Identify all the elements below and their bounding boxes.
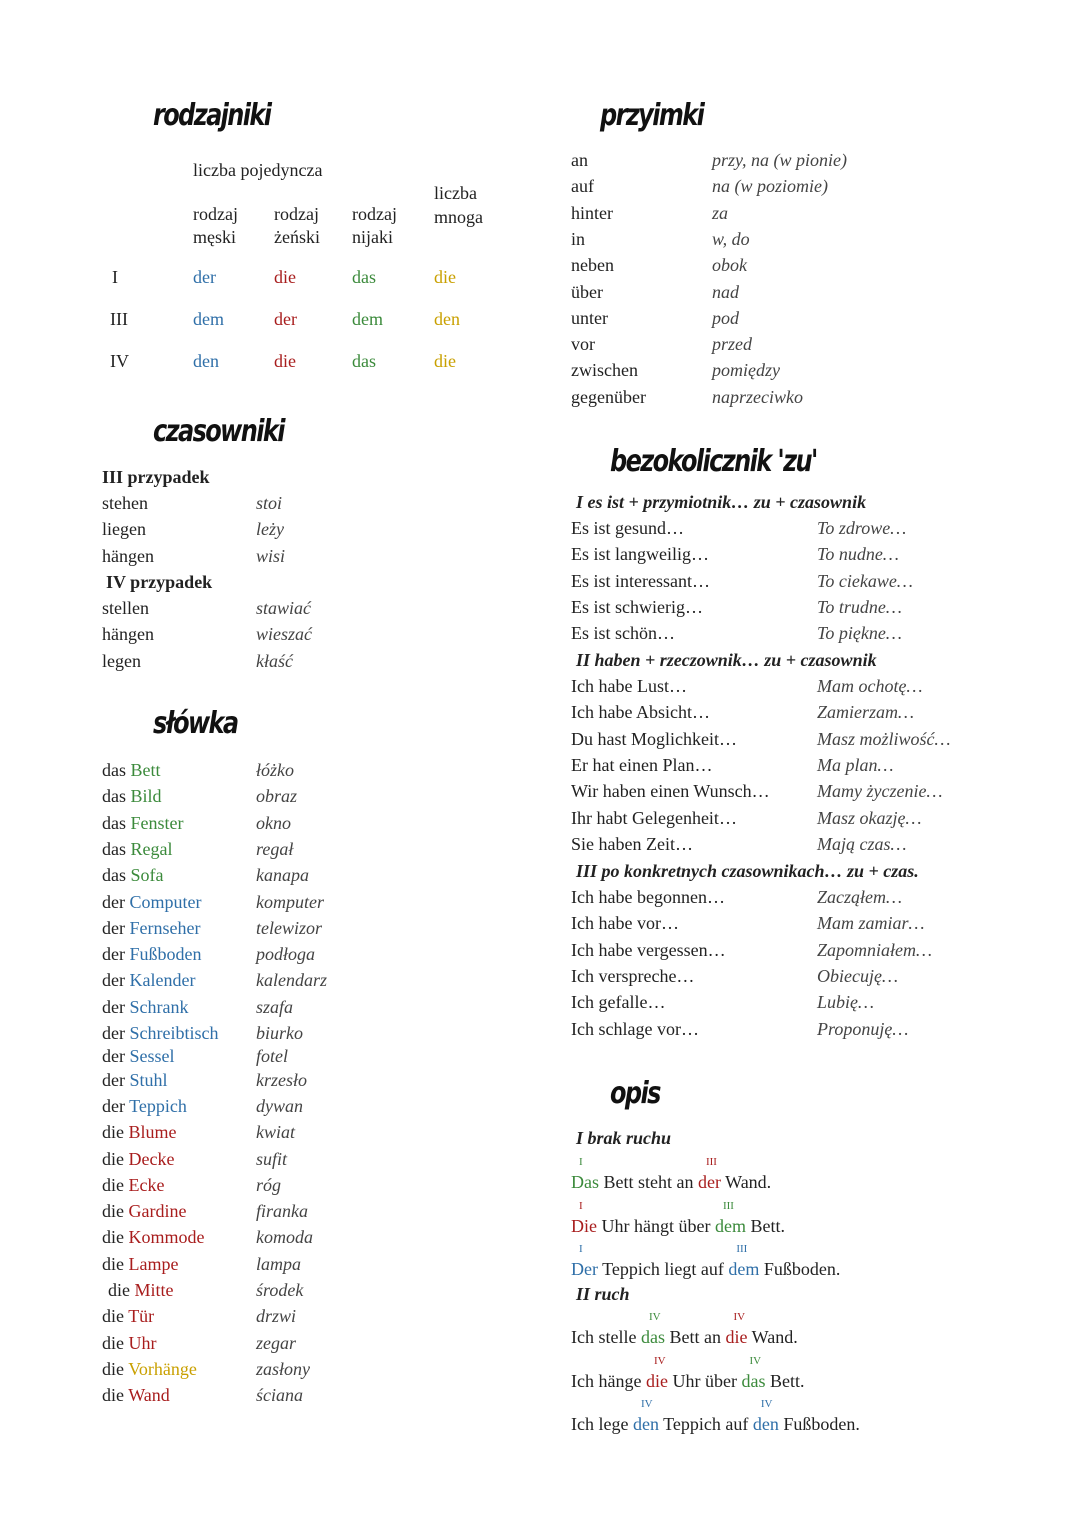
sentence-text: Uhr über xyxy=(667,1370,742,1391)
list-item-pl: Mam zamiar… xyxy=(817,913,925,934)
list-item-pl: To nudne… xyxy=(817,544,899,565)
vocab-item xyxy=(102,892,201,913)
vocab-article: die xyxy=(102,1174,124,1195)
case-marker: I xyxy=(579,1199,583,1212)
case-marker: III xyxy=(722,1199,734,1212)
list-item-pl: To ciekawe… xyxy=(817,570,913,591)
vocab-translation: szafa xyxy=(256,996,294,1017)
case-marker: I xyxy=(579,1156,583,1168)
sentence-text: Bett steht an xyxy=(599,1172,698,1192)
vocab-translation: kwiat xyxy=(256,1122,295,1143)
section-title-articles: rodzajniki xyxy=(153,98,271,133)
vocab-item xyxy=(102,970,195,991)
list-item-pl: Zacząłem… xyxy=(817,887,902,907)
list-item-de: gegenüber xyxy=(571,386,646,407)
list-item-pl: To piękne… xyxy=(817,623,902,644)
example-sentence xyxy=(571,1311,798,1348)
vocab-word: Stuhl xyxy=(129,1069,168,1090)
vocab-translation: róg xyxy=(256,1174,282,1195)
sentence-article: die IV xyxy=(645,1354,668,1391)
vocab-word: Wand xyxy=(128,1385,170,1406)
list-item-pl: obok xyxy=(712,255,747,276)
list-item-de: Wir haben einen Wunsch… xyxy=(571,781,770,802)
article-cell: die xyxy=(274,351,296,371)
sentence-text: Teppich liegt auf xyxy=(597,1259,729,1279)
vocab-translation: kalendarz xyxy=(256,970,327,991)
list-item-de: Sie haben Zeit… xyxy=(571,833,693,854)
example-sentence xyxy=(571,1398,860,1435)
vocab-article: die xyxy=(102,1306,124,1327)
vocab-translation: środek xyxy=(256,1280,304,1300)
vocab-translation: kanapa xyxy=(256,865,309,886)
list-item-de: Er hat einen Plan… xyxy=(571,754,713,775)
vocab-word: Schrank xyxy=(129,996,189,1017)
vocab-item xyxy=(102,1306,154,1327)
vocab-article: das xyxy=(102,812,126,833)
vocab-article: die xyxy=(102,1332,124,1353)
list-item-de: hängen xyxy=(102,624,154,645)
vocab-word: Schreibtisch xyxy=(129,1023,219,1043)
vocab-item xyxy=(102,1046,174,1067)
vocab-translation: regał xyxy=(256,838,294,859)
vocab-article: die xyxy=(102,1385,124,1406)
list-item-de: neben xyxy=(571,255,614,276)
list-item-pl: naprzeciwko xyxy=(712,386,803,407)
list-item-pl: Masz możliwość… xyxy=(817,728,951,749)
vocab-item xyxy=(102,1227,205,1248)
vocab-translation: podłoga xyxy=(256,944,316,965)
sentence-article: den IV xyxy=(752,1398,779,1434)
case-label: IV xyxy=(110,351,129,371)
vocab-article: der xyxy=(102,970,125,991)
vocab-item xyxy=(102,1201,186,1222)
sentence-article: das IV xyxy=(741,1354,766,1391)
vocab-word: Sofa xyxy=(130,865,164,886)
vocab-article: das xyxy=(102,838,126,859)
case-marker: IV xyxy=(648,1311,661,1323)
sentence-text: Bett. xyxy=(765,1370,805,1391)
zu-group3-label: III po konkretnych czasownikach… zu + czas. xyxy=(576,861,919,881)
vocab-translation: biurko xyxy=(256,1023,303,1043)
vocab-article: die xyxy=(102,1227,124,1248)
vocab-word: Bett xyxy=(130,760,161,780)
list-item-pl: przed xyxy=(712,334,752,355)
sentence-text: Wand. xyxy=(747,1327,798,1347)
list-item-pl: Ma plan… xyxy=(817,754,894,775)
list-item-de: stellen xyxy=(102,598,149,618)
list-item-pl: Masz okazję… xyxy=(817,807,922,828)
vocab-article: das xyxy=(102,786,126,807)
vocab-word: Ecke xyxy=(128,1174,165,1195)
vocab-item xyxy=(102,1175,164,1196)
list-item-de: Ich habe vor… xyxy=(571,913,679,934)
sentence-text: Bett. xyxy=(745,1215,785,1236)
vocab-article: der xyxy=(102,1046,125,1067)
article-cell: dem xyxy=(352,309,383,329)
vocab-article: der xyxy=(102,996,125,1017)
vocab-article: der xyxy=(102,917,125,938)
sentence-article: dem III xyxy=(728,1243,760,1279)
vocab-word: Regal xyxy=(130,838,173,859)
example-sentence xyxy=(571,1354,805,1392)
vocab-item xyxy=(102,997,188,1018)
case4-label: IV przypadek xyxy=(106,572,213,592)
col-masculine: rodzaj męski xyxy=(193,204,238,247)
sentence-article: den IV xyxy=(632,1398,659,1434)
opis-s1-label: I brak ruchu xyxy=(576,1128,672,1148)
vocab-word: Uhr xyxy=(128,1332,157,1353)
article-cell: der xyxy=(193,267,216,287)
vocab-word: Blume xyxy=(128,1122,177,1143)
vocab-translation: zegar xyxy=(256,1332,296,1353)
sentence-text: Ich stelle xyxy=(571,1327,641,1347)
case-marker: III xyxy=(736,1243,748,1255)
vocab-word: Tür xyxy=(128,1306,155,1327)
vocab-word: Vorhänge xyxy=(128,1358,197,1379)
vocab-item xyxy=(102,865,164,886)
vocab-item xyxy=(102,1070,168,1091)
sentence-article: das IV xyxy=(640,1311,665,1347)
list-item-de: Es ist langweilig… xyxy=(571,544,709,565)
list-item-pl: na (w poziomie) xyxy=(712,176,828,197)
zu-group1-label: I es ist + przymiotnik… zu + czasownik xyxy=(576,492,867,512)
vocab-article: die xyxy=(102,1201,124,1222)
list-item-de: hinter xyxy=(571,202,613,223)
vocab-item xyxy=(102,760,161,781)
vocab-word: Decke xyxy=(128,1148,175,1169)
list-item-de: vor xyxy=(571,334,595,355)
col-neuter: rodzaj nijaki xyxy=(352,204,397,247)
list-item-de: hängen xyxy=(102,545,154,566)
list-item-pl: Proponuję… xyxy=(817,1018,909,1039)
opis-s2-label: II ruch xyxy=(576,1284,630,1304)
vocab-item xyxy=(102,1254,178,1275)
list-item-de: auf xyxy=(571,176,594,197)
case3-label: III przypadek xyxy=(102,467,210,487)
sentence-article: Das I xyxy=(571,1156,599,1192)
vocab-article: die xyxy=(102,1253,124,1274)
list-item-de: Es ist schwierig… xyxy=(571,596,703,617)
list-item-pl: za xyxy=(712,202,729,223)
singular-label: liczba pojedyncza xyxy=(193,160,323,180)
sentence-text: Fußboden. xyxy=(759,1259,841,1279)
example-sentence xyxy=(571,1243,841,1280)
list-item-pl: stawiać xyxy=(256,598,312,618)
vocab-article: das xyxy=(102,760,126,780)
list-item-de: Es ist interessant… xyxy=(571,570,710,591)
article-cell: die xyxy=(434,267,456,287)
zu-group2-label: II haben + rzeczownik… zu + czasownik xyxy=(576,650,877,670)
vocab-word: Computer xyxy=(129,891,202,912)
list-item-de: Ich verspreche… xyxy=(571,965,695,986)
list-item-de: Du hast Moglichkeit… xyxy=(571,728,737,749)
vocab-article: der xyxy=(102,891,125,912)
example-sentence xyxy=(571,1199,785,1237)
list-item-de: Ich gefalle… xyxy=(571,992,666,1013)
sentence-article: Die I xyxy=(571,1199,597,1236)
vocab-word: Lampe xyxy=(128,1253,179,1274)
vocab-translation: sufit xyxy=(256,1148,288,1169)
vocab-translation: łóżko xyxy=(256,760,294,780)
case-label: I xyxy=(112,267,118,287)
section-title-vocab: słówka xyxy=(153,706,238,741)
vocab-item xyxy=(102,1359,197,1380)
list-item-pl: To zdrowe… xyxy=(817,518,907,538)
vocab-word: Kalender xyxy=(129,970,196,991)
sentence-article: die IV xyxy=(725,1311,748,1347)
sentence-text: Uhr hängt über xyxy=(597,1215,715,1236)
list-item-pl: Lubię… xyxy=(817,992,875,1013)
vocab-translation: ściana xyxy=(256,1385,303,1406)
sentence-text: Bett an xyxy=(664,1327,726,1347)
vocab-translation: drzwi xyxy=(256,1306,297,1327)
list-item-pl: w, do xyxy=(712,228,750,249)
sentence-text: Wand. xyxy=(720,1172,772,1192)
list-item-pl: Mamy życzenie… xyxy=(817,781,943,802)
vocab-article: der xyxy=(102,1069,125,1090)
vocab-translation: dywan xyxy=(256,1095,303,1116)
list-item-pl: Zamierzam… xyxy=(817,702,915,723)
list-item-de: über xyxy=(571,281,603,302)
list-item-de: stehen xyxy=(102,493,148,513)
list-item-pl: kłaść xyxy=(256,650,293,671)
article-cell: den xyxy=(434,309,460,329)
sentence-text: Ich lege xyxy=(571,1414,633,1434)
case-marker: IV xyxy=(733,1311,746,1323)
vocab-item xyxy=(108,1280,174,1301)
list-item-pl: Zapomniałem… xyxy=(817,939,933,960)
vocab-article: die xyxy=(108,1280,130,1300)
sentence-text: Teppich auf xyxy=(658,1414,753,1434)
article-cell: das xyxy=(352,351,376,371)
case-marker: I xyxy=(579,1243,583,1255)
list-item-pl: wieszać xyxy=(256,624,312,645)
vocab-article: die xyxy=(102,1358,124,1379)
vocab-word: Fenster xyxy=(130,812,184,833)
list-item-de: Ich habe Absicht… xyxy=(571,702,710,723)
list-item-de: liegen xyxy=(102,519,146,540)
vocab-item xyxy=(102,1149,174,1170)
vocab-article: der xyxy=(102,1095,125,1116)
list-item-de: zwischen xyxy=(571,360,638,381)
vocab-article: das xyxy=(102,865,126,886)
list-item-pl: przy, na (w pionie) xyxy=(712,150,847,170)
sentence-article: der III xyxy=(697,1156,721,1192)
case-marker: IV xyxy=(760,1398,773,1410)
vocab-word: Mitte xyxy=(134,1280,174,1300)
article-cell: den xyxy=(193,351,219,371)
article-cell: das xyxy=(352,267,376,287)
col-feminine: rodzaj żeński xyxy=(274,204,320,247)
list-item-de: Ich habe vergessen… xyxy=(571,939,726,960)
vocab-word: Teppich xyxy=(129,1095,187,1116)
vocab-item xyxy=(102,786,162,807)
list-item-de: legen xyxy=(102,650,141,671)
case-marker: IV xyxy=(749,1354,762,1367)
list-item-de: Ihr habt Gelegenheit… xyxy=(571,807,737,828)
vocab-translation: okno xyxy=(256,812,291,833)
article-cell: dem xyxy=(193,309,224,329)
vocab-item xyxy=(102,1385,170,1406)
vocab-word: Kommode xyxy=(128,1227,205,1248)
list-item-pl: stoi xyxy=(256,493,283,513)
vocab-item xyxy=(102,1122,177,1143)
list-item-pl: leży xyxy=(256,519,284,540)
vocab-item xyxy=(102,839,173,860)
case-marker: IV xyxy=(640,1398,653,1410)
vocab-item xyxy=(102,918,200,939)
vocab-translation: fotel xyxy=(256,1046,288,1067)
list-item-de: Es ist gesund… xyxy=(571,518,685,538)
vocab-article: der xyxy=(102,944,125,965)
example-sentence xyxy=(571,1156,772,1193)
article-cell: die xyxy=(434,351,456,371)
plural-label: liczba mnoga xyxy=(434,183,483,227)
vocab-article: die xyxy=(102,1122,124,1143)
vocab-word: Sessel xyxy=(129,1046,175,1067)
vocab-translation: firanka xyxy=(256,1201,308,1222)
case-marker: III xyxy=(705,1156,717,1168)
vocab-word: Fernseher xyxy=(129,917,201,938)
list-item-pl: pomiędzy xyxy=(712,360,780,381)
sentence-text: Ich hänge xyxy=(571,1370,646,1391)
list-item-de: unter xyxy=(571,307,608,328)
vocab-article: die xyxy=(102,1148,124,1169)
section-title-prepositions: przyimki xyxy=(600,98,704,133)
vocab-article: der xyxy=(102,1023,125,1043)
case-marker: IV xyxy=(653,1354,666,1367)
article-cell: der xyxy=(274,309,297,329)
list-item-de: in xyxy=(571,228,586,249)
list-item-pl: Obiecuję… xyxy=(817,965,898,986)
vocab-item xyxy=(102,813,184,834)
vocab-item xyxy=(102,1333,157,1354)
list-item-pl: Mam ochotę… xyxy=(817,676,923,696)
sentence-text: Fußboden. xyxy=(778,1414,860,1434)
vocab-translation: telewizor xyxy=(256,917,322,938)
article-cell: die xyxy=(274,267,296,287)
sentence-article: Der I xyxy=(571,1243,598,1279)
vocab-item xyxy=(102,944,201,965)
list-item-pl: To trudne… xyxy=(817,596,902,617)
section-title-opis: opis xyxy=(610,1076,660,1111)
vocab-translation: obraz xyxy=(256,786,298,807)
case-label: III xyxy=(110,309,128,329)
section-title-zu: bezokolicznik 'zu' xyxy=(610,444,817,479)
list-item-de: Ich habe begonnen… xyxy=(571,887,725,907)
list-item-pl: Mają czas… xyxy=(817,833,907,854)
list-item-pl: pod xyxy=(712,307,739,328)
list-item-de: an xyxy=(571,150,588,170)
vocab-word: Gardine xyxy=(128,1201,187,1222)
sentence-article: dem III xyxy=(714,1199,746,1236)
list-item-de: Es ist schön… xyxy=(571,623,676,644)
vocab-translation: zasłony xyxy=(256,1358,310,1379)
vocab-translation: komputer xyxy=(256,891,324,912)
vocab-translation: krzesło xyxy=(256,1069,307,1090)
vocab-item xyxy=(102,1096,187,1117)
list-item-pl: nad xyxy=(712,281,739,302)
list-item-pl: wisi xyxy=(256,545,286,566)
vocab-word: Bild xyxy=(130,786,162,807)
vocab-item xyxy=(102,1023,218,1044)
vocab-translation: lampa xyxy=(256,1253,301,1274)
section-title-verbs: czasowniki xyxy=(153,414,284,449)
vocab-translation: komoda xyxy=(256,1227,313,1248)
list-item-de: Ich habe Lust… xyxy=(571,676,687,696)
list-item-de: Ich schlage vor… xyxy=(571,1018,699,1039)
vocab-word: Fußboden xyxy=(129,944,202,965)
